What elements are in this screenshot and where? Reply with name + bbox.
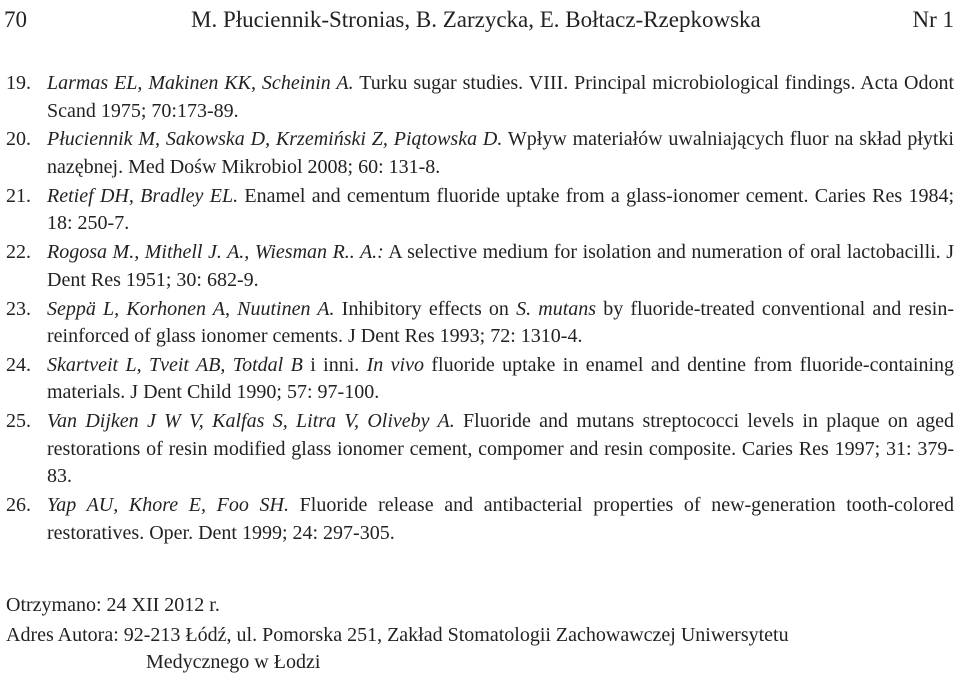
reference-item [6, 239, 954, 294]
author-address-line: Adres Autora: 92-213 Łódź, ul. Pomorska 251, Zakład Stomatologii Zachowawczej Uniwersytetu [6, 623, 789, 646]
reference-text: A selective medium for isolation and numeration of oral lactobacilli. J Dent Res 1951; 30: 682-9. [47, 241, 955, 291]
reference-authors: Van Dijken J W V, Kalfas S, Litra V, Oliveby A. [47, 410, 455, 433]
reference-text: by fluoride-treated conventional and resin- reinforced of glass ionomer cements. J Dent Res 1993; 72: 1310-4. [47, 297, 954, 348]
reference-text: fluoride uptake in enamel and dentine from fluoride-containing materials. J Dent Child 1990; 57: 97-100. [47, 353, 955, 404]
reference-number: 22. [6, 241, 31, 264]
reference-number: 21. [6, 184, 31, 207]
reference-authors: Płuciennik M, Sakowska D, Krzemiński Z, Piątowska D. [47, 128, 503, 151]
reference-number: 23. [6, 297, 31, 320]
reference-number: 24. [6, 353, 31, 376]
reference-authors: Yap AU, Khore E, Foo SH. [47, 494, 289, 517]
reference-text: Fluoride and mutans streptococci levels in plaque on aged restorations of resin modified glass ionomer cement, compomer and resin composite. Caries Res 1997; 31: 379-83. [47, 410, 954, 488]
reference-item [6, 492, 954, 547]
reference-italic-text: In vivo [366, 353, 424, 376]
reference-authors: Retief DH, Bradley EL. [47, 184, 239, 207]
reference-number: 19. [6, 72, 31, 94]
reference-list [6, 70, 954, 549]
article-footer [6, 592, 954, 677]
page-number: 70 [4, 7, 27, 32]
author-address-continuation: Medycznego w Łodzi [146, 651, 321, 674]
reference-number: 26. [6, 494, 31, 517]
issue-number: Nr 1 [912, 7, 954, 32]
reference-text: Wpływ materiałów uwalniających fluor na skład płytki nazębnej. Med Dośw Mikrobiol 2008; 60: 131-8. [47, 128, 954, 178]
reference-item [6, 296, 954, 351]
reference-text: Enamel and cementum fluoride uptake from a glass-ionomer cement. Caries Res 1984; 18: 250-7. [47, 184, 954, 235]
reference-text: Inhibitory effects on [334, 297, 517, 320]
reference-number: 20. [6, 128, 31, 151]
received-date: Otrzymano: 24 XII 2012 r. [6, 594, 220, 616]
reference-authors: Skartveit L, Tveit AB, Totdal B [47, 353, 303, 376]
running-head-authors: M. Płuciennik-Stronias, B. Zarzycka, E. Bołtacz-Rzepkowska [191, 7, 761, 32]
reference-number: 25. [6, 410, 31, 433]
reference-authors: Seppä L, Korhonen A, Nuutinen A. [47, 297, 335, 320]
reference-italic-text: S. mutans [516, 297, 597, 320]
reference-text: i inni. [302, 353, 367, 376]
reference-authors: Rogosa M., Mithell J. A., Wiesman R.. A.: [47, 241, 384, 264]
reference-text: Turku sugar studies. VIII. Principal microbiological findings. Acta Odont Scand 1975; 70:173-89. [47, 72, 954, 122]
reference-item [6, 126, 954, 181]
page-header [4, 4, 954, 36]
reference-item [6, 70, 954, 125]
reference-item [6, 183, 954, 238]
reference-item [6, 352, 954, 407]
reference-authors: Larmas EL, Makinen KK, Scheinin A. [47, 72, 354, 94]
reference-item [6, 408, 954, 491]
reference-text: Fluoride release and antibacterial properties of new-generation tooth-colored restoratives. Oper. Dent 1999; 24: 297-305. [47, 494, 954, 544]
